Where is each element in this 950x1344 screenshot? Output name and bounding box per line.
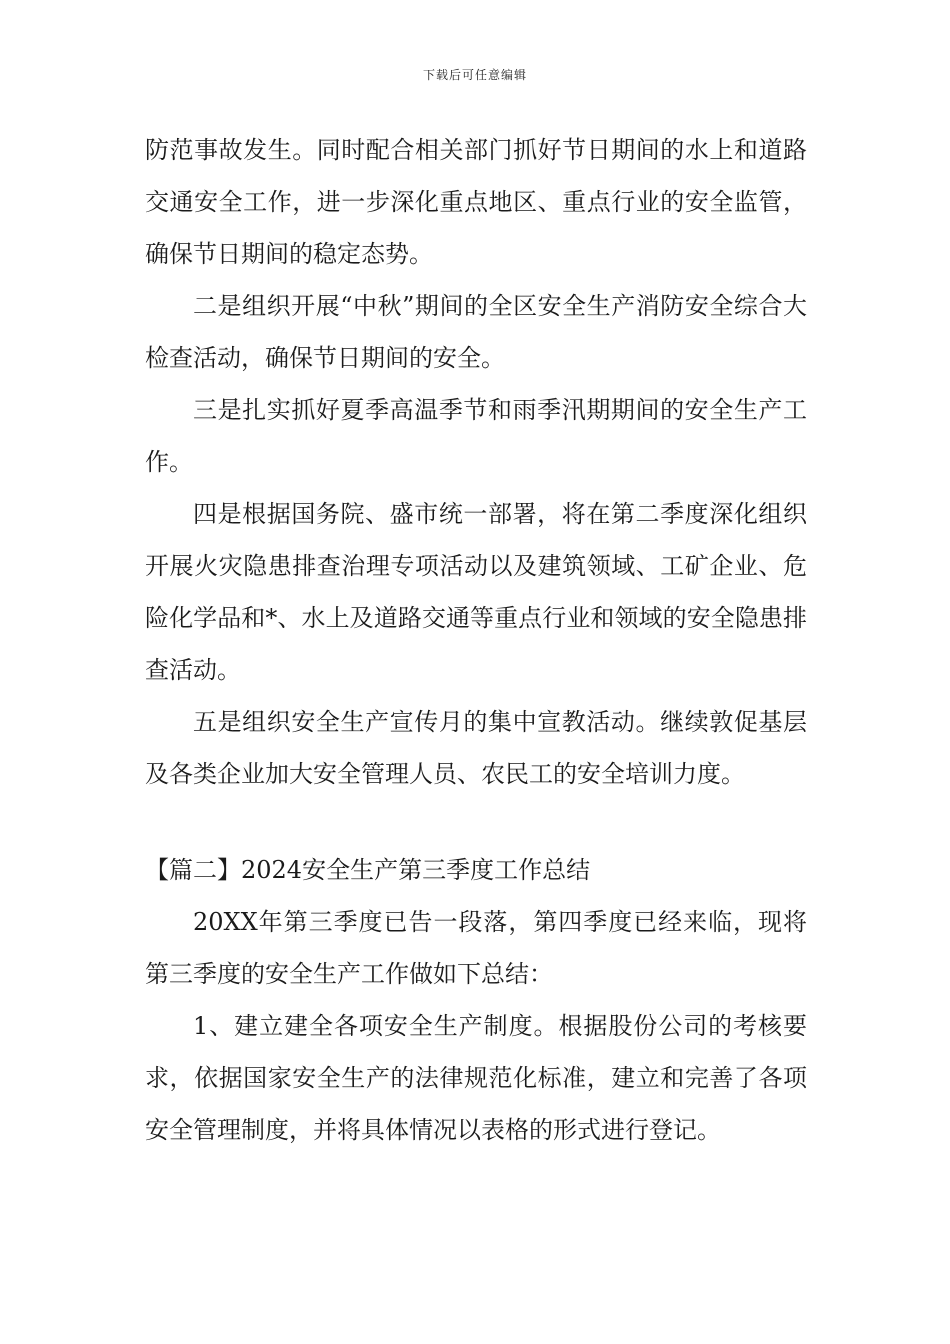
document-body <box>145 124 807 1156</box>
paragraph-item-four: 四是根据国务院、盛市统一部署，将在第二季度深化组织开展火灾隐患排查治理专项活动以及建筑领域、工矿企业、危险化学品和*、水上及道路交通等重点行业和领域的安全隐患排查活动。 <box>145 500 807 684</box>
section-item-one: 1、建立建全各项安全生产制度。根据股份公司的考核要求，依据国家安全生产的法律规范化标准，建立和完善了各项安全管理制度，并将具体情况以表格的形式进行登记。 <box>145 1012 807 1144</box>
paragraph-item-three: 三是扎实抓好夏季高温季节和雨季汛期期间的安全生产工作。 <box>145 396 807 476</box>
paragraph-item-two: 二是组织开展“中秋”期间的全区安全生产消防安全综合大检查活动，确保节日期间的安全。 <box>145 292 807 372</box>
section-heading: 【篇二】2024安全生产第三季度工作总结 <box>145 856 591 884</box>
paragraph-item-five: 五是组织安全生产宣传月的集中宣教活动。继续敦促基层及各类企业加大安全管理人员、农民工的安全培训力度。 <box>145 708 807 788</box>
page-header-note: 下载后可任意编辑 <box>422 68 527 82</box>
section-intro-paragraph: 20XX年第三季度已告一段落，第四季度已经来临，现将第三季度的安全生产工作做如下总结： <box>145 908 807 988</box>
paragraph-continuation: 防范事故发生。同时配合相关部门抓好节日期间的水上和道路交通安全工作，进一步深化重点地区、重点行业的安全监管，确保节日期间的稳定态势。 <box>145 136 807 268</box>
